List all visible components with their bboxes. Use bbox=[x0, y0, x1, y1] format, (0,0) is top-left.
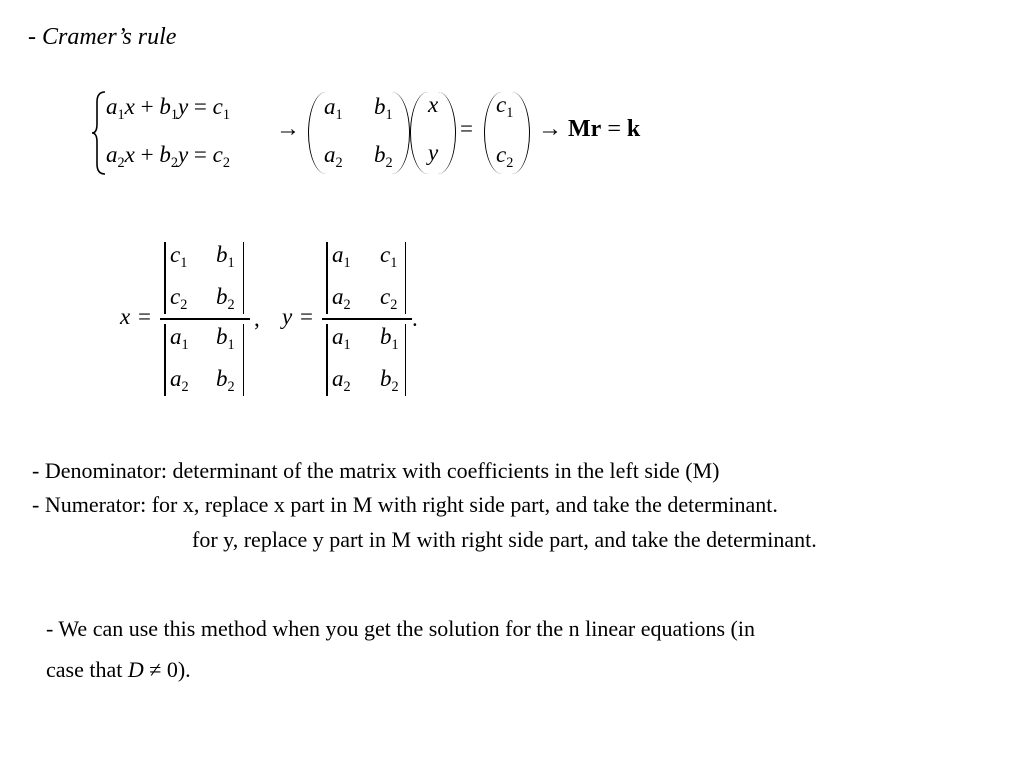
title-text: Cramer’s rule bbox=[42, 24, 177, 50]
equals: = bbox=[188, 94, 213, 119]
equation-1 bbox=[106, 94, 230, 124]
vector-k: k bbox=[626, 116, 641, 142]
det-cell: $c_1$ bbox=[380, 242, 398, 271]
coef-b: b bbox=[159, 142, 171, 167]
det-cell: $a_1$ bbox=[332, 324, 351, 353]
y-label: y bbox=[282, 304, 293, 329]
det-cell: $a_2$ bbox=[332, 366, 351, 395]
vector-cell: y bbox=[428, 140, 439, 165]
period: . bbox=[412, 306, 418, 331]
sub: 2 bbox=[170, 154, 178, 171]
x-label: x bbox=[120, 304, 131, 329]
constant-vector bbox=[484, 90, 530, 176]
not-equal: ≠ bbox=[143, 657, 167, 682]
arrow-icon: → bbox=[276, 116, 300, 142]
plus: + bbox=[134, 142, 160, 167]
slide-title bbox=[28, 24, 176, 51]
title-dash: - bbox=[28, 24, 42, 50]
equals-sign: = bbox=[300, 304, 313, 329]
x-numerator-determinant bbox=[164, 240, 244, 316]
equals: = bbox=[188, 142, 213, 167]
note-method-line2 bbox=[46, 657, 191, 683]
det-cell: $b_2$ bbox=[380, 366, 399, 395]
fraction-line bbox=[322, 318, 412, 320]
matrix-cell: $b_2$ bbox=[374, 142, 393, 171]
const-c: c bbox=[212, 94, 223, 119]
coef-b: b bbox=[159, 94, 171, 119]
fraction-line bbox=[160, 318, 250, 320]
equals-sign: = bbox=[460, 116, 473, 141]
vector-r: r bbox=[590, 116, 602, 142]
equals: = bbox=[601, 116, 627, 142]
det-cell: $a_1$ bbox=[170, 324, 189, 353]
coefficient-matrix bbox=[308, 90, 410, 176]
matrix-cell: $a_2$ bbox=[324, 142, 343, 171]
vector-cell: $c_2$ bbox=[496, 142, 514, 171]
sub: 1 bbox=[222, 106, 230, 123]
comma: , bbox=[254, 306, 260, 331]
vector-cell: $c_1$ bbox=[496, 92, 514, 121]
var-D: D bbox=[127, 657, 144, 682]
sub: 1 bbox=[117, 106, 125, 123]
det-cell: $b_2$ bbox=[216, 284, 235, 313]
y-denominator-determinant bbox=[326, 322, 406, 398]
y-numerator-determinant bbox=[326, 240, 406, 316]
coef-a: a bbox=[106, 94, 118, 119]
det-cell: $c_2$ bbox=[170, 284, 188, 313]
matrix-M: M bbox=[568, 116, 591, 142]
det-cell: $b_1$ bbox=[216, 242, 235, 271]
coef-a: a bbox=[106, 142, 118, 167]
arrow-icon: → bbox=[538, 116, 562, 142]
note-method-line1: - We can use this method when you get the solution for the n linear equations (in bbox=[46, 616, 755, 641]
text: case that bbox=[46, 657, 128, 682]
text: 0). bbox=[166, 657, 191, 682]
plus: + bbox=[134, 94, 160, 119]
det-cell: $c_1$ bbox=[170, 242, 188, 271]
note-numerator-x: - Numerator: for x, replace x part in M with right side part, and take the determinant. bbox=[32, 492, 778, 517]
vector-cell: x bbox=[428, 92, 439, 117]
sub: 2 bbox=[222, 154, 230, 171]
const-c: c bbox=[212, 142, 223, 167]
matrix-cell: $b_1$ bbox=[374, 94, 393, 123]
det-cell: $a_1$ bbox=[332, 242, 351, 271]
det-cell: $c_2$ bbox=[380, 284, 398, 313]
det-cell: $b_1$ bbox=[216, 324, 235, 353]
variable-vector bbox=[410, 90, 456, 176]
det-cell: $b_1$ bbox=[380, 324, 399, 353]
var-y: y bbox=[177, 94, 189, 119]
sub: 2 bbox=[117, 154, 125, 171]
var-x: x bbox=[124, 94, 135, 119]
linear-system bbox=[92, 90, 252, 176]
matrix-cell: $a_1$ bbox=[324, 94, 343, 123]
x-denominator-determinant bbox=[164, 322, 244, 398]
note-denominator: - Denominator: determinant of the matrix with coefficients in the left side (M) bbox=[32, 458, 720, 483]
compact-form bbox=[538, 116, 640, 143]
det-cell: $b_2$ bbox=[216, 366, 235, 395]
var-y: y bbox=[177, 142, 189, 167]
det-cell: $a_2$ bbox=[170, 366, 189, 395]
var-x: x bbox=[124, 142, 135, 167]
equals-sign: = bbox=[138, 304, 151, 329]
left-brace-icon bbox=[92, 90, 106, 176]
note-numerator-y: for y, replace y part in M with right side part, and take the determinant. bbox=[192, 527, 817, 552]
det-cell: $a_2$ bbox=[332, 284, 351, 313]
sub: 1 bbox=[170, 106, 178, 123]
equation-2 bbox=[106, 142, 230, 172]
